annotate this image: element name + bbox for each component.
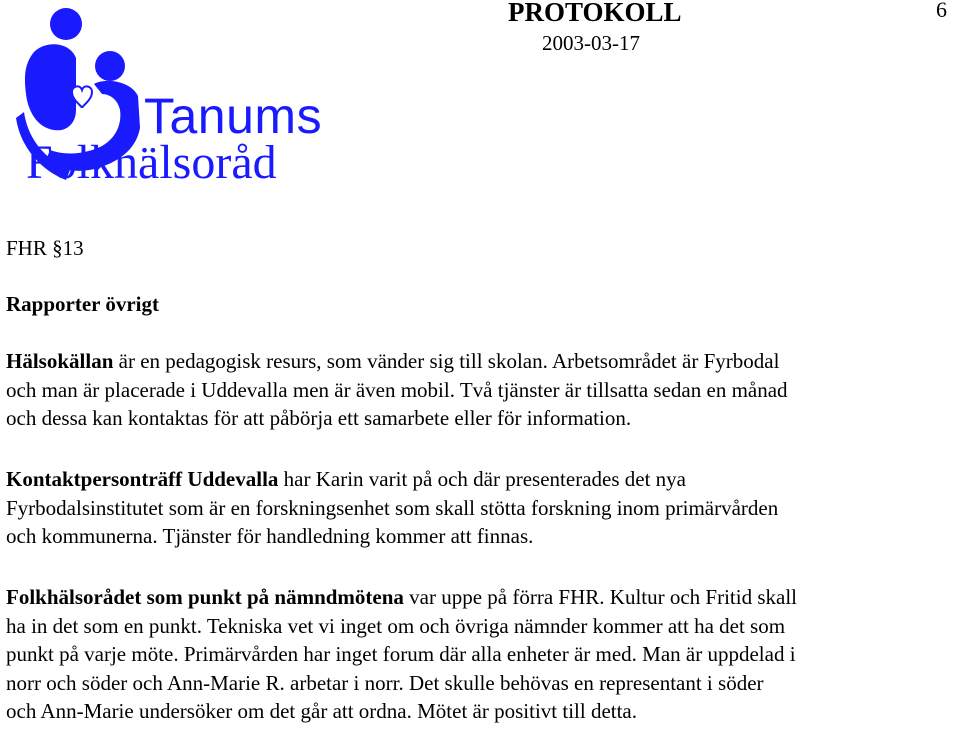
paragraph-line: norr och söder och Ann-Marie R. arbetar i norr. Det skulle behövas en representant i söder (6, 670, 764, 695)
logo-text-folkhalsorad: Folkhälsoråd (26, 136, 277, 189)
logo-text-tanums: Tanums (144, 88, 323, 144)
paragraph-line: är en pedagogisk resurs, som vänder sig till skolan. Arbetsområdet är Fyrbodal (113, 349, 780, 373)
document-date: 2003-03-17 (542, 31, 640, 55)
tanums-folkhalsorad-logo (6, 0, 336, 195)
paragraph-folkhalsoradet (6, 583, 956, 726)
page-number: 6 (936, 0, 947, 22)
paragraph-lead: Hälsokällan (6, 349, 114, 373)
paragraph-line: och Ann-Marie undersöker om det går att ordna. Mötet är positivt till detta. (6, 699, 638, 723)
paragraph-lead: Kontaktpersonträff Uddevalla (6, 467, 279, 491)
paragraph-line: ha in det som en punkt. Tekniska vet vi inget om och övriga nämnder kommer att ha det som (6, 613, 786, 638)
logo-wordmark (6, 0, 336, 195)
paragraph-line: punkt på varje möte. Primärvården har inget forum där alla enheter är med. Man är uppdelad i (6, 642, 796, 666)
paragraph-kontaktpersontraff (6, 465, 956, 551)
section-id: FHR §13 (6, 236, 84, 260)
document-title: PROTOKOLL (508, 0, 682, 27)
paragraph-line: och kommunerna. Tjänster för handledning kommer att finnas. (6, 524, 534, 548)
paragraph-line: Fyrbodalsinstitutet som är en forskningsenhet som skall stötta forskning inom primärvården (6, 495, 779, 520)
paragraph-line: och man är placerade i Uddevalla men är även mobil. Två tjänster är tillsatta sedan en månad (6, 377, 788, 402)
paragraph-line: var uppe på förra FHR. Kultur och Fritid skall (403, 585, 798, 609)
paragraph-lead: Folkhälsorådet som punkt på nämndmötena (6, 585, 404, 609)
paragraph-line: har Karin varit på och där presenterades det nya (278, 467, 686, 491)
paragraph-halsokallan (6, 347, 956, 433)
paragraph-line: och dessa kan kontaktas för att påbörja ett samarbete eller för information. (6, 406, 632, 430)
section-heading: Rapporter övrigt (6, 292, 159, 316)
